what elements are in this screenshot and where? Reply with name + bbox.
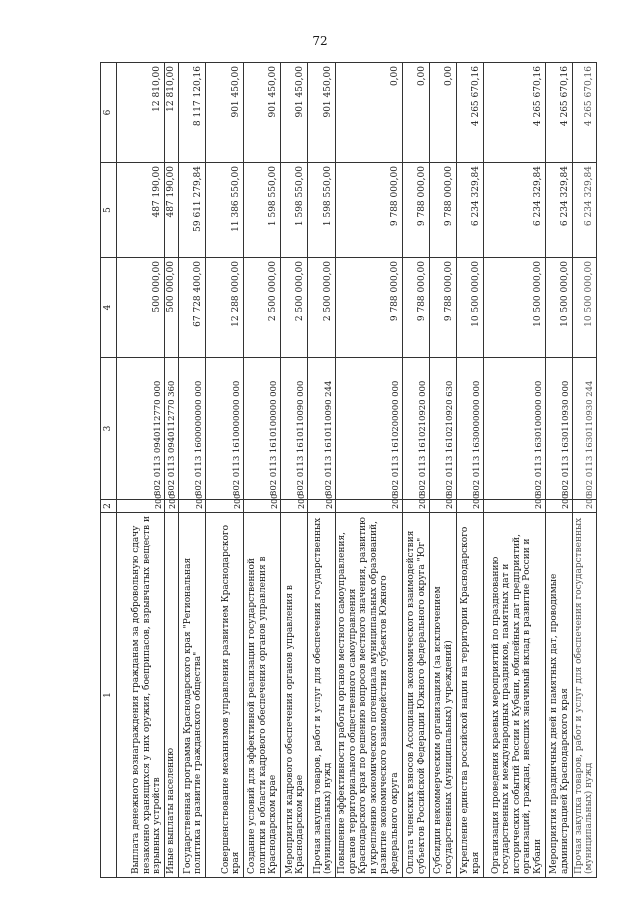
row-code: 802 0113 1610210920 000 [402,358,429,500]
table-row [572,63,596,878]
row-name: Прочая закупка товаров, работ и услуг для обеспечения государственных (муниципальных) нужд [572,513,596,878]
row-ord: 200 [281,500,308,513]
row-year1: 500 000,00 [165,258,179,358]
row-year1: 10 500 000,00 [572,258,596,358]
header-cell: 3 [101,358,117,500]
table-row [456,63,483,878]
row-code: 802 0113 1630110930 000 [545,358,572,500]
row-name: Субсидии некоммерческим организациям (за исключением государственных (муниципальных) учреждений) [429,513,456,878]
row-year3: 8 117 120,16 [179,63,206,163]
row-year1: 2 500 000,00 [281,258,308,358]
row-code: 802 0113 1600000000 000 [179,358,206,500]
row-year2: 11 386 550,00 [206,163,244,258]
row-name: Прочая закупка товаров, работ и услуг для обеспечения государственных (муниципальных) нужд [308,513,336,878]
row-name: Создание условий для эффективной реализации государственной политики в области кадрового обеспечения органов управления в Краснодарском крае [244,513,281,878]
row-year1: 2 500 000,00 [244,258,281,358]
row-year1: 9 788 000,00 [429,258,456,358]
table-row [179,63,206,878]
budget-table [100,62,597,878]
header-cell: 4 [101,258,117,358]
row-year3: 4 265 670,16 [545,63,572,163]
row-year2: 1 598 550,00 [281,163,308,258]
row-code: 802 0113 1610200000 000 [336,358,403,500]
row-code: 802 0113 1630100000 000 [483,358,545,500]
row-year1: 10 500 000,00 [483,258,545,358]
header-cell: 5 [101,163,117,258]
row-code: 802 0113 1610000000 000 [206,358,244,500]
row-year2: 9 788 000,00 [336,163,403,258]
row-year3: 12 810,00 [117,63,165,163]
row-year3: 901 450,00 [308,63,336,163]
row-name: Выплата денежного вознаграждения гражданам за добровольную сдачу незаконно хранящихся у них оружия, боеприпасов, взрывчатых веществ и взрывных устройств [117,513,165,878]
row-name: Укрепление единства российской нации на территории Краснодарского края [456,513,483,878]
row-year3: 0,00 [429,63,456,163]
row-year2: 9 788 000,00 [402,163,429,258]
header-cell: 1 [101,513,117,878]
row-year2: 59 611 279,84 [179,163,206,258]
table-header-row [101,63,117,878]
row-code: 802 0113 1610100000 000 [244,358,281,500]
row-year1: 10 500 000,00 [545,258,572,358]
row-year1: 500 000,00 [117,258,165,358]
table-row [402,63,429,878]
table-row [483,63,545,878]
row-code: 802 0113 1610210920 630 [429,358,456,500]
table-row [336,63,403,878]
row-year2: 6 234 329,84 [483,163,545,258]
row-code: 802 0113 1630110930 244 [572,358,596,500]
row-name: Оплата членских взносов Ассоциации экономического взаимодействия субъектов Российской Федерации Южного федерального округа "Юг" [402,513,429,878]
row-ord: 200 [117,500,165,513]
row-ord: 200 [402,500,429,513]
row-ord: 200 [244,500,281,513]
row-ord: 200 [456,500,483,513]
row-year1: 67 728 400,00 [179,258,206,358]
row-year2: 487 190,00 [165,163,179,258]
row-year1: 10 500 000,00 [456,258,483,358]
row-year2: 1 598 550,00 [308,163,336,258]
row-year3: 12 810,00 [165,63,179,163]
table-row [206,63,244,878]
table-row [429,63,456,878]
row-year1: 12 288 000,00 [206,258,244,358]
table-row [165,63,179,878]
row-ord: 200 [206,500,244,513]
table-row [308,63,336,878]
row-year2: 1 598 550,00 [244,163,281,258]
row-ord: 200 [165,500,179,513]
row-ord: 200 [179,500,206,513]
row-name: Иные выплаты населению [165,513,179,878]
row-year1: 2 500 000,00 [308,258,336,358]
row-code: 802 0113 1630000000 000 [456,358,483,500]
row-ord: 200 [308,500,336,513]
row-code: 802 0113 1610110090 244 [308,358,336,500]
row-year2: 487 190,00 [117,163,165,258]
row-code: 802 0113 1610110090 000 [281,358,308,500]
row-year3: 901 450,00 [281,63,308,163]
row-year2: 6 234 329,84 [572,163,596,258]
row-name: Повышение эффективности работы органов местного самоуправления, органов территориального общественного самоуправления Краснодарского края по решению вопросов местного значения, развитию и укреплению экономического потенциала муниципальных образований, развитие экономического взаимодействия субъектов Южного федерального округа [336,513,403,878]
row-ord: 200 [336,500,403,513]
row-year3: 4 265 670,16 [456,63,483,163]
row-year3: 901 450,00 [244,63,281,163]
page-number: 72 [312,34,328,48]
row-ord: 200 [572,500,596,513]
row-name: Государственная программа Краснодарского края "Региональная политика и развитие гражданского общества" [179,513,206,878]
row-name: Совершенствование механизмов управления развитием Краснодарского края [206,513,244,878]
row-ord: 200 [545,500,572,513]
table-row [244,63,281,878]
row-year1: 9 788 000,00 [336,258,403,358]
row-name: Мероприятия праздничных дней и памятных дат, проводимые администрацией Краснодарского края [545,513,572,878]
row-year3: 4 265 670,16 [572,63,596,163]
row-year2: 6 234 329,84 [545,163,572,258]
row-year1: 9 788 000,00 [402,258,429,358]
row-year3: 0,00 [402,63,429,163]
row-name: Мероприятия кадрового обеспечения органов управления в Краснодарском крае [281,513,308,878]
row-year3: 0,00 [336,63,403,163]
table-row [545,63,572,878]
rotated-table-container [100,63,595,878]
header-cell: 2 [101,500,117,513]
table-row [281,63,308,878]
table-row [117,63,165,878]
header-cell: 6 [101,63,117,163]
row-ord: 200 [483,500,545,513]
row-year3: 901 450,00 [206,63,244,163]
row-year3: 4 265 670,16 [483,63,545,163]
row-year2: 9 788 000,00 [429,163,456,258]
row-ord: 200 [429,500,456,513]
row-name: Организация проведения краевых мероприятий по празднованию государственных и международных праздников, памятных дат и исторических событий России и Кубани, юбилейных дат предприятий, организаций, граждан, внесших значимый вклад в развитие России и Кубани [483,513,545,878]
row-code: 802 0113 0940112770 360 [165,358,179,500]
row-year2: 6 234 329,84 [456,163,483,258]
row-code: 802 0113 0940112770 000 [117,358,165,500]
